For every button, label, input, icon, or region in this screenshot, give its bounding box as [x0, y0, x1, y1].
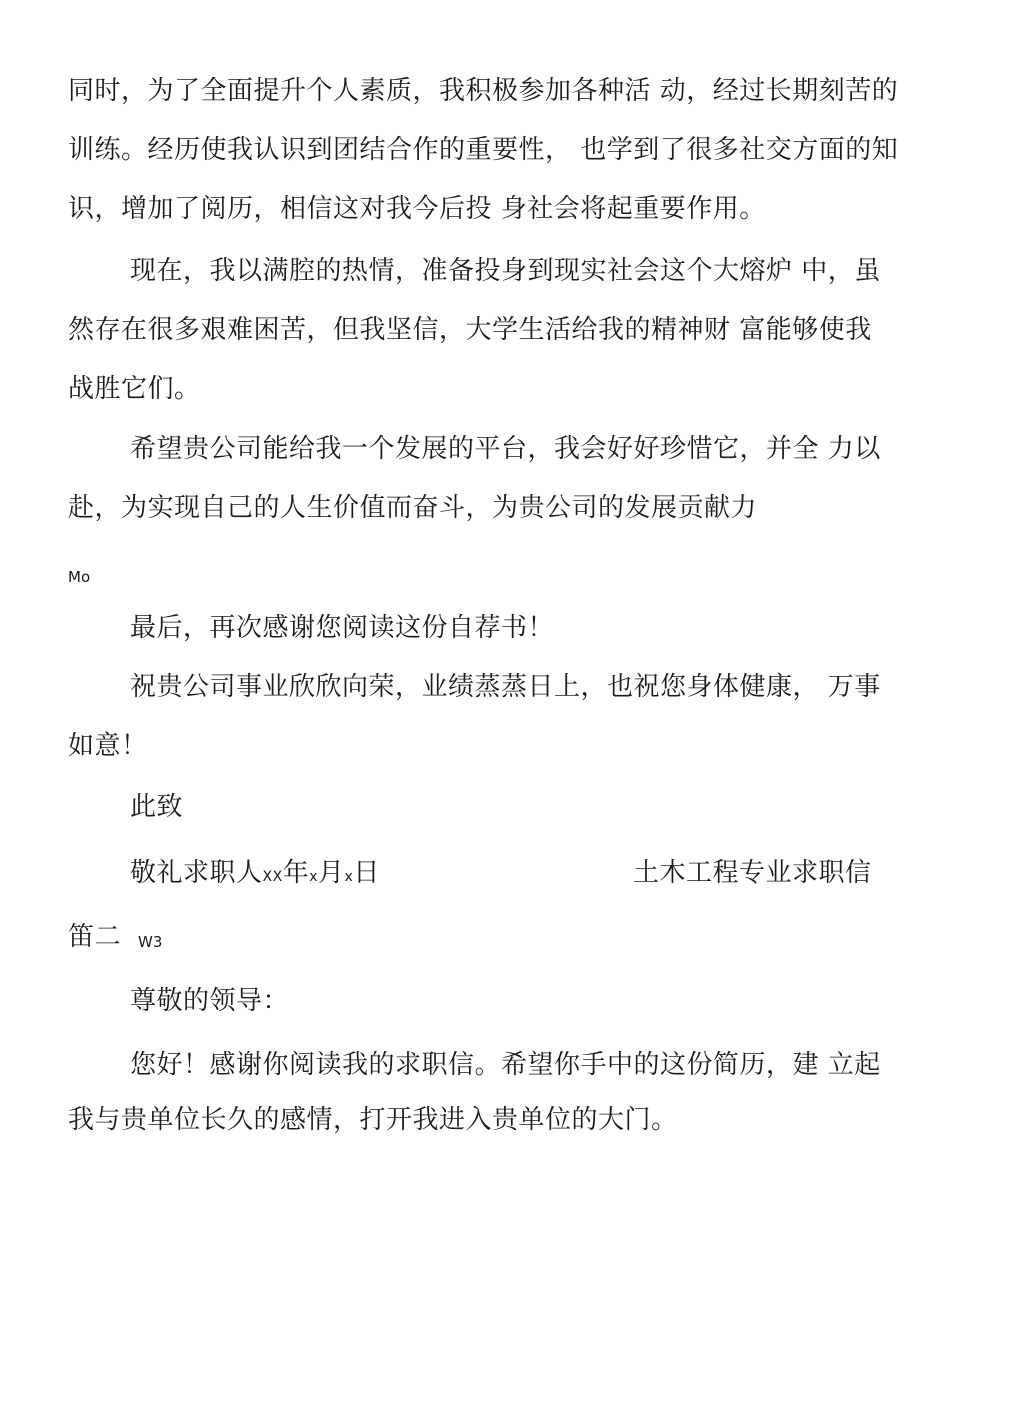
- next-letter-title: 土木工程专业求职信: [633, 858, 872, 888]
- section-label: 笛二: [68, 922, 122, 952]
- stray-mark: Mo: [68, 568, 91, 586]
- month-char: 月: [318, 858, 345, 888]
- paragraph-line: 现在，我以满腔的热情，准备投身到现实社会这个大熔炉 中，虽: [130, 256, 881, 286]
- paragraph-line: 我与贵单位长久的感情，打开我进入贵单位的大门。: [68, 1105, 678, 1135]
- day-char: 日: [353, 858, 380, 888]
- paragraph-line: 战胜它们。: [68, 374, 201, 404]
- paragraph-line: 祝贵公司事业欣欣向荣，业绩蒸蒸日上，也祝您身体健康， 万事: [130, 672, 881, 702]
- month-mark: x: [309, 869, 319, 885]
- day-mark: x: [344, 869, 354, 885]
- signoff-prefix: 敬礼求职人: [130, 858, 263, 888]
- salutation: 尊敬的领导：: [130, 986, 290, 1016]
- year-mark: XX: [262, 869, 283, 885]
- signoff-line: [130, 857, 380, 893]
- paragraph-line: 识，增加了阅历，相信这对我今后投 身社会将起重要作用。: [68, 194, 766, 224]
- paragraph-line: 希望贵公司能给我一个发展的平台，我会好好珍惜它，并全 力以: [130, 434, 881, 464]
- paragraph-line: 同时，为了全面提升个人素质，我积极参加各种活 动，经过长期刻苦的: [68, 76, 899, 106]
- paragraph-line: 最后，再次感谢您阅读这份自荐书！: [130, 613, 555, 643]
- paragraph-line: 赴，为实现自己的人生价值而奋斗，为贵公司的发展贡献力: [68, 493, 758, 523]
- paragraph-line: 您好！感谢你阅读我的求职信。希望你手中的这份简历，建 立起: [130, 1050, 881, 1080]
- closing-line: 此致: [130, 792, 184, 822]
- year-char: 年: [282, 858, 310, 888]
- paragraph-line: 训练。经历使我认识到团结合作的重要性， 也学到了很多社交方面的知: [68, 135, 899, 165]
- paragraph-line: 如意！: [68, 731, 148, 761]
- section-mark: W3: [138, 933, 163, 951]
- paragraph-line: 然存在很多艰难困苦，但我坚信，大学生活给我的精神财 富能够使我: [68, 315, 872, 345]
